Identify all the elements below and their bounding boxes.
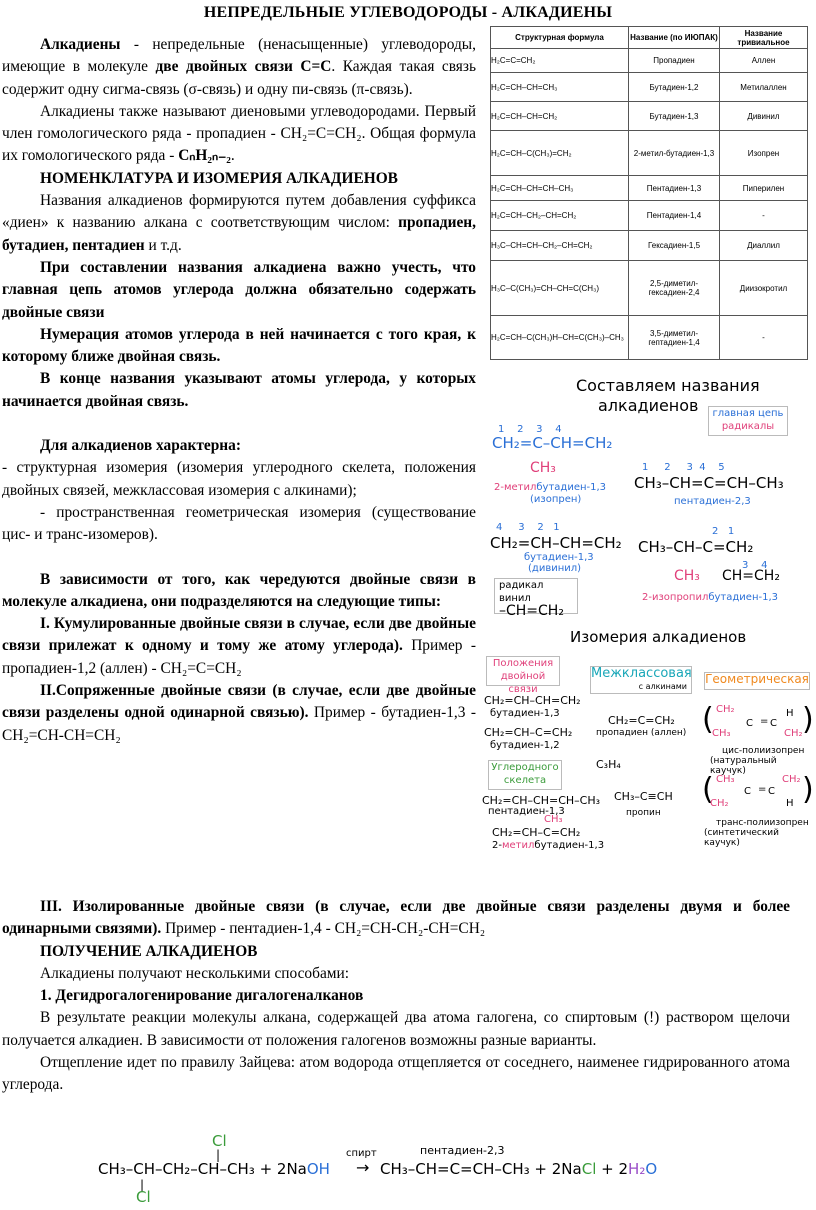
table-row (491, 49, 808, 73)
table-cell-formula: H₂C=CH–CH=CH–CH₃ (491, 176, 629, 201)
cis-h: H (786, 708, 794, 719)
equation-bond-bottom: | (140, 1178, 145, 1192)
ex3-trivial: (дивинил) (528, 563, 582, 574)
ex4-name: 2-изопропилбутадиен-1,3 (642, 592, 778, 603)
trans-h: H (786, 798, 794, 809)
table-cell-trivial: Дивинил (720, 102, 808, 131)
isomerism-item-structural: - структурная изомерия (изомерия углеродного скелета, положения двойных связей, межклассовая изомерия с алкинами); (2, 459, 476, 499)
position-name-2: бутадиен-1,2 (490, 740, 560, 751)
position-formula-1: CH₂=CH–CH=CH₂ (484, 694, 581, 707)
table-row (491, 131, 808, 176)
interclass-label: Межклассовая (591, 666, 692, 681)
radical-box (494, 578, 578, 619)
table-cell-formula: H₂C=C=CH₂ (491, 49, 629, 73)
table-cell-formula: H₂C=CH–CH₂–CH=CH₂ (491, 201, 629, 231)
table-row (491, 73, 808, 102)
table-cell-iupac: Гексадиен-1,5 (629, 231, 720, 261)
interclass-formula-1: CH₂=C=CH₂ (608, 714, 675, 727)
production-heading: ПОЛУЧЕНИЕ АЛКАДИЕНОВ (40, 942, 258, 960)
production-method-1: 1. Дегидрогалогенирование дигалогеналканов (40, 987, 364, 1005)
type-isolated: III. Изолированные двойные связи (в случае, если две двойные связи разделены двумя и более одинарными связями). Пример - пентадиен-1,4 - CH₂=CH-CH₂-CH=CH₂ (2, 898, 790, 938)
ex4-sub-numbers: 3 4 (742, 560, 768, 571)
trans-ch3: CH₃ (716, 774, 735, 785)
table-cell-formula: H₂C=CH–C(CH₃)=CH₂ (491, 131, 629, 176)
cis-c2: C (770, 718, 777, 729)
cis-bracket-right: ) (802, 702, 814, 737)
ex1-name: 2-метилбутадиен-1,3 (494, 482, 607, 493)
cis-ch2-bottom: CH₂ (784, 728, 803, 739)
nomenclature-paragraph: Названия алкадиенов формируются путем добавления суффикса «диен» к названию алкана с соответствующим числом: пропадиен, бутадиен, пентадиен и т.д. (2, 192, 476, 254)
skeleton-formula-1: CH₂=CH–CH=CH–CH₃ (482, 794, 601, 807)
legend-box (708, 406, 788, 436)
skeleton-label: Углеродного скелета (488, 760, 562, 790)
trans-name: транс-полиизопрен (716, 818, 809, 828)
table-cell-trivial: Диаллил (720, 231, 808, 261)
naming-panel (484, 372, 814, 622)
trans-double-bond: = (758, 784, 767, 795)
interclass-sub: с алкинами (638, 682, 687, 691)
left-column (2, 34, 476, 747)
cis-trivial: (натуральный каучук) (710, 756, 777, 776)
table-cell-iupac: 3,5-диметил-гептадиен-1,4 (629, 316, 720, 360)
cis-c1: C (746, 718, 753, 729)
ex2-name: пентадиен-2,3 (674, 496, 751, 507)
cis-double-bond: = (760, 716, 769, 727)
interclass-name-1: пропадиен (аллен) (596, 728, 687, 738)
type-conjugated: II.Сопряженные двойные связи (в случае, если две двойные связи разделены одной одинарной связью). Пример - бутадиен-1,3 - CH₂=CH-CH=CH₂ (2, 682, 477, 744)
table-cell-trivial: Аллен (720, 49, 808, 73)
rule-main-chain: При составлении названия алкадиена важно учесть, что главная цепь атомов углерода должна обязательно содержать двойные связи (2, 258, 476, 321)
trans-bracket-left: ( (702, 772, 714, 807)
production-paragraph-2: Отщепление идет по правилу Зайцева: атом водорода отщепляется от соседнего, наименее гидрированного атома углерода. (2, 1054, 790, 1094)
table-row (491, 231, 808, 261)
skeleton-name-1: пентадиен-1,3 (488, 806, 565, 817)
ex2-formula: CH₃–CH=C=CH–CH₃ (634, 474, 784, 492)
ex1-formula: CH₂=C–CH=CH₂ (492, 434, 613, 452)
radical-formula: –CH=CH₂ (499, 603, 564, 619)
geometric-label: Геометрическая (704, 672, 810, 690)
nomenclature-heading: НОМЕНКЛАТУРА И ИЗОМЕРИЯ АЛКАДИЕНОВ (40, 169, 398, 187)
cis-ch3: CH₃ (712, 728, 731, 739)
types-intro: В зависимости от того, как чередуются двойные связи в молекуле алкадиена, они подразделяются на следующие типы: (2, 570, 476, 610)
table-cell-trivial: Диизокротил (720, 261, 808, 316)
trans-c1: C (744, 786, 751, 797)
ex3-formula: CH₂=CH–CH=CH₂ (490, 534, 622, 552)
trans-ch2-top: CH₂ (782, 774, 801, 785)
equation-condition: спирт (346, 1148, 377, 1159)
interclass-formula-c: C₃H₄ (596, 758, 621, 771)
table-cell-formula: H₃C–C(CH₃)=CH–CH=C(CH₃) (491, 261, 629, 316)
table-cell-formula: H₂C=CH–CH=CH₂ (491, 102, 629, 131)
table-cell-trivial: - (720, 316, 808, 360)
term-alkadienes: Алкадиены (40, 36, 121, 53)
table-cell-trivial: Метилаллен (720, 73, 808, 102)
skeleton-substituent: CH₃ (544, 814, 563, 825)
skeleton-formula-2: CH₂=CH–C=CH₂ (492, 826, 581, 839)
table-cell-iupac: Пентадиен-1,3 (629, 176, 720, 201)
legend-radicals: радикалы (721, 421, 775, 432)
isomerism-panel (478, 628, 814, 858)
table-cell-trivial: - (720, 201, 808, 231)
production-intro: Алкадиены получают несколькими способами: (40, 964, 350, 982)
equation-cl-bottom: Cl (136, 1188, 151, 1206)
alkadienes-table (490, 26, 808, 360)
ex2-numbers: 1 2 3 4 5 (642, 462, 725, 473)
naming-title-2: алкадиенов (598, 396, 699, 415)
table-cell-iupac: 2,5-диметил-гексадиен-2,4 (629, 261, 720, 316)
cis-bracket-left: ( (702, 702, 714, 737)
table-cell-iupac: 2-метил-бутадиен-1,3 (629, 131, 720, 176)
isomerism-title: Изомерия алкадиенов (570, 628, 747, 646)
equation-left: CH₃–CH–CH₂–CH–CH₃ + 2NaOH (98, 1160, 330, 1178)
interclass-formula-2: CH₃–C≡CH (614, 790, 673, 803)
reaction-equation (0, 1132, 816, 1210)
table-row (491, 102, 808, 131)
table-cell-trivial: Изопрен (720, 131, 808, 176)
trans-ch2-bottom: CH₂ (710, 798, 729, 809)
ex1-trivial: (изопрен) (530, 494, 582, 505)
interclass-box (590, 666, 692, 694)
cis-ch2-top: CH₂ (716, 704, 735, 715)
intro-paragraph-1: Алкадиены - непредельные (ненасыщенные) углеводороды, имеющие в молекуле две двойных связи С=С. Каждая такая связь содержит одну сигма-связь (σ-связь) и одну пи-связь (π-связь). (2, 36, 476, 98)
equation-arrow: → (356, 1158, 370, 1177)
bottom-text (2, 896, 790, 1097)
intro-paragraph-2: Алкадиены также называют диеновыми углеводородами. Первый член гомологического ряда - пропадиен - CH₂=C=CH₂. Общая формула их гомологического ряда - CₙH₂ₙ₋₂. (2, 102, 476, 165)
table-cell-iupac: Пентадиен-1,4 (629, 201, 720, 231)
ex3-numbers: 4 3 2 1 (496, 522, 560, 533)
rule-numbering: Нумерация атомов углерода в ней начинается с того края, к которому ближе двойная связь. (2, 325, 476, 366)
ex3-name: бутадиен-1,3 (524, 552, 594, 563)
page-title: НЕПРЕДЕЛЬНЫЕ УГЛЕВОДОРОДЫ - АЛКАДИЕНЫ (203, 4, 613, 21)
isomerism-heading: Для алкадиенов характерна: (40, 437, 241, 455)
table-row (491, 261, 808, 316)
position-label: Положения двойной связи (486, 656, 560, 686)
table-header: Структурная формула (491, 27, 629, 49)
table-cell-iupac: Бутадиен-1,3 (629, 102, 720, 131)
ex1-substituent: CH₃ (530, 460, 556, 476)
trans-c2: C (768, 786, 775, 797)
equation-cl-top: Cl (212, 1132, 227, 1150)
rule-ending: В конце названия указывают атомы углерода, у которых начинается двойная связь. (2, 370, 476, 410)
table-cell-trivial: Пиперилен (720, 176, 808, 201)
table-cell-iupac: Пропадиен (629, 49, 720, 73)
equation-right: CH₃–CH=C=CH–CH₃ + 2NaCl + 2H₂O (380, 1160, 658, 1178)
naming-title: Составляем названия (576, 376, 760, 395)
table-cell-formula: H₂C=CH–CH=CH₃ (491, 73, 629, 102)
table-header-row (491, 27, 808, 49)
position-name-1: бутадиен-1,3 (490, 708, 560, 719)
trans-trivial: (синтетический каучук) (704, 828, 780, 848)
equation-bond-top: | (216, 1148, 221, 1162)
ex4-formula: CH₃–CH–C=CH₂ (638, 538, 754, 556)
production-paragraph-1: В результате реакции молекулы алкана, содержащей два атома галогена, со спиртовым (!) раствором щелочи получается алкадиен. В зависимости от положения галогенов возможны разные варианты. (2, 1009, 790, 1049)
table-cell-iupac: Бутадиен-1,2 (629, 73, 720, 102)
table-header: Название (по ИЮПАК) (629, 27, 720, 49)
isomerism-item-geometric: - пространственная геометрическая изомерия (существование цис- и транс-изомеров). (2, 503, 476, 544)
interclass-name-2: пропин (626, 808, 661, 818)
type-cumulated: I. Кумулированные двойные связи в случае, если две двойные связи прилежат к одному и тому же атому углерода). Пример - пропадиен-1,2 (аллен) - CH₂=C=CH₂ (2, 615, 476, 677)
cis-name: цис-полиизопрен (722, 746, 805, 756)
ex4-substituent: CH₃ (674, 568, 700, 584)
radical-label: радикал винил (499, 580, 544, 604)
trans-bracket-right: ) (802, 772, 814, 807)
position-formula-2: CH₂=CH–C=CH₂ (484, 726, 573, 739)
product-name: пентадиен-2,3 (420, 1144, 505, 1157)
table-row (491, 201, 808, 231)
table-cell-formula: H₂C=CH–C(CH₃)H–CH=C(CH₃)–CH₃ (491, 316, 629, 360)
skeleton-name-2: 2-метилбутадиен-1,3 (492, 840, 605, 851)
ex4-vinyl: CH=CH₂ (722, 568, 780, 584)
table-row (491, 316, 808, 360)
table-row (491, 176, 808, 201)
table-cell-formula: H₃C–CH=CH–CH₂–CH=CH₂ (491, 231, 629, 261)
table-header: Название тривиальное (720, 27, 808, 49)
ex1-numbers: 1 2 3 4 (498, 424, 562, 435)
legend-main-chain: главная цепь (712, 408, 784, 419)
ex4-numbers: 2 1 (712, 526, 735, 537)
